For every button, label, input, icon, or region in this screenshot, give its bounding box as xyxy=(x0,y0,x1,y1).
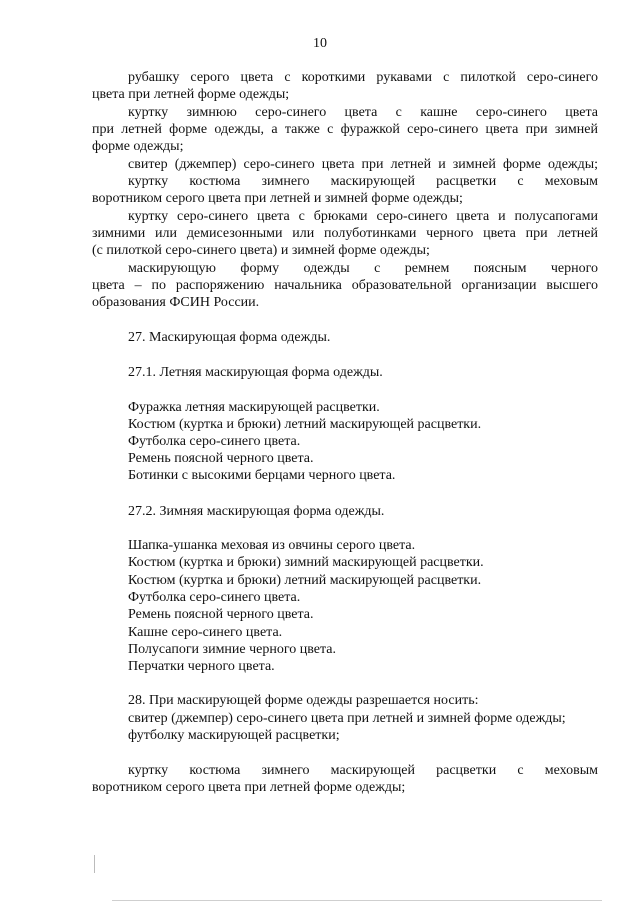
subsection-heading: 27.2. Зимняя маскирующая форма одежды. xyxy=(128,504,385,519)
text-line: куртку костюма зимнего маскирующей расцветки с меховым xyxy=(128,763,598,778)
page-number: 10 xyxy=(313,36,327,51)
text-line: куртку костюма зимнего маскирующей расцветки с меховым xyxy=(128,174,598,189)
text-line: свитер (джемпер) серо-синего цвета при летней и зимней форме одежды; xyxy=(128,157,598,172)
text-line: куртку зимнюю серо-синего цвета с кашне серо-синего цвета xyxy=(128,105,598,120)
text-line: футболку маскирующей расцветки; xyxy=(128,728,340,743)
text-line: образования ФСИН России. xyxy=(92,295,260,310)
text-line: маскирующую форму одежды с ремнем поясным черного xyxy=(128,261,598,276)
text-line: при летней форме одежды, а также с фуражкой серо-синего цвета при зимней xyxy=(92,122,598,137)
section-heading: 28. При маскирующей форме одежды разрешается носить: xyxy=(128,693,479,708)
text-line: форме одежды; xyxy=(92,139,184,154)
text-line: цвета – по распоряжению начальника образовательной организации высшего xyxy=(92,278,598,293)
text-line: воротником серого цвета при летней и зимней форме одежды; xyxy=(92,191,463,206)
list-item: Костюм (куртка и брюки) летний маскирующей расцветки. xyxy=(128,573,482,588)
list-item: Полусапоги зимние черного цвета. xyxy=(128,642,337,657)
text-line: зимними или демисезонными или полуботинками черного цвета при летней xyxy=(92,226,598,241)
list-item: Ботинки с высокими берцами черного цвета. xyxy=(128,468,396,483)
text-line: рубашку серого цвета с короткими рукавами с пилоткой серо-синего xyxy=(128,70,598,85)
text-line: куртку серо-синего цвета с брюками серо-синего цвета и полусапогами xyxy=(128,209,598,224)
list-item: Ремень поясной черного цвета. xyxy=(128,607,314,622)
list-item: Фуражка летняя маскирующей расцветки. xyxy=(128,400,380,415)
list-item: Шапка-ушанка меховая из овчины серого цвета. xyxy=(128,538,416,553)
list-item: Ремень поясной черного цвета. xyxy=(128,451,314,466)
text-line: воротником серого цвета при летней форме одежды; xyxy=(92,780,406,795)
text-line: свитер (джемпер) серо-синего цвета при летней и зимней форме одежды; xyxy=(128,711,566,726)
list-item: Кашне серо-синего цвета. xyxy=(128,625,283,640)
scan-bottom-edge xyxy=(112,900,602,901)
list-item: Перчатки черного цвета. xyxy=(128,659,275,674)
text-line: цвета при летней форме одежды; xyxy=(92,87,290,102)
list-item: Костюм (куртка и брюки) зимний маскирующей расцветки. xyxy=(128,555,484,570)
list-item: Футболка серо-синего цвета. xyxy=(128,434,301,449)
list-item: Костюм (куртка и брюки) летний маскирующей расцветки. xyxy=(128,417,482,432)
scan-edge-mark xyxy=(94,855,95,873)
list-item: Футболка серо-синего цвета. xyxy=(128,590,301,605)
text-line: (с пилоткой серо-синего цвета) и зимней форме одежды; xyxy=(92,243,430,258)
section-heading: 27. Маскирующая форма одежды. xyxy=(128,330,331,345)
subsection-heading: 27.1. Летняя маскирующая форма одежды. xyxy=(128,365,383,380)
